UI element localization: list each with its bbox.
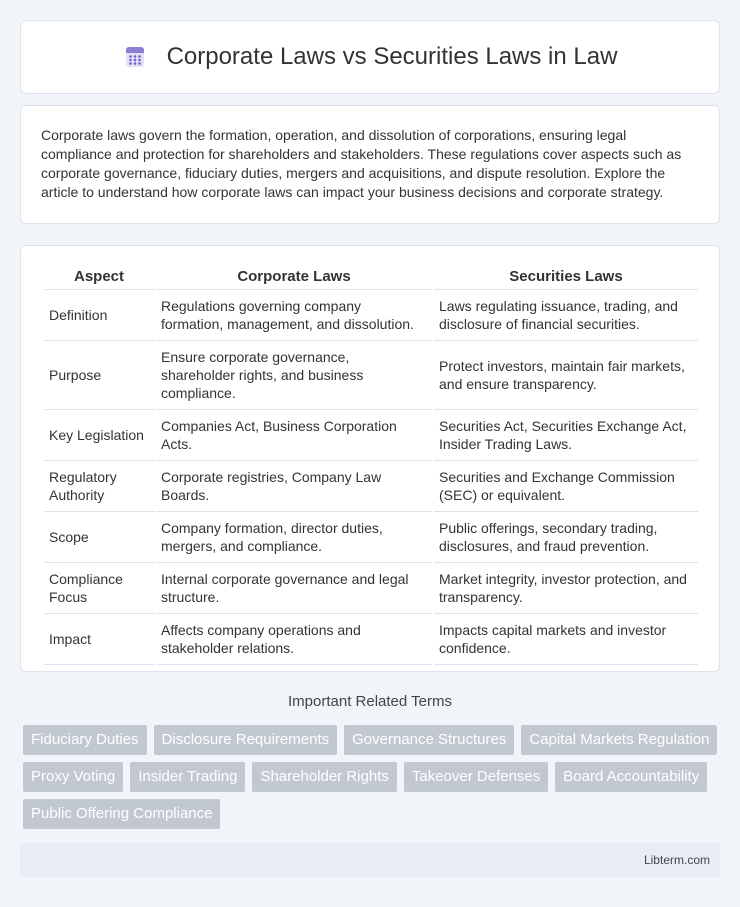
term-tag[interactable]: Fiduciary Duties <box>23 725 147 755</box>
term-tag[interactable]: Disclosure Requirements <box>154 725 338 755</box>
table-cell-corporate: Affects company operations and stakeholder relations. <box>156 614 432 665</box>
table-cell-aspect: Scope <box>44 512 154 563</box>
term-tag[interactable]: Capital Markets Regulation <box>521 725 717 755</box>
comparison-table <box>42 266 700 665</box>
table-cell-aspect: Definition <box>44 290 154 341</box>
table-cell-aspect: Regulatory Authority <box>44 461 154 512</box>
intro-card <box>20 105 720 224</box>
footer-brand-link[interactable]: Libterm.com <box>643 853 710 867</box>
table-cell-aspect: Key Legislation <box>44 410 154 461</box>
column-header-securities-laws: Securities Laws <box>434 266 698 290</box>
table-cell-securities: Public offerings, secondary trading, disclosures, and fraud prevention. <box>434 512 698 563</box>
column-header-aspect: Aspect <box>44 266 154 290</box>
table-row <box>44 563 698 614</box>
table-row <box>44 410 698 461</box>
term-tag[interactable]: Insider Trading <box>130 762 245 792</box>
table-row <box>44 290 698 341</box>
table-row <box>44 461 698 512</box>
table-cell-corporate: Internal corporate governance and legal structure. <box>156 563 432 614</box>
table-row <box>44 614 698 665</box>
column-header-corporate-laws: Corporate Laws <box>156 266 432 290</box>
table-cell-aspect: Impact <box>44 614 154 665</box>
table-row <box>44 341 698 410</box>
table-cell-corporate: Ensure corporate governance, shareholder rights, and business compliance. <box>156 341 432 410</box>
table-cell-securities: Securities and Exchange Commission (SEC) or equivalent. <box>434 461 698 512</box>
table-cell-securities: Impacts capital markets and investor confidence. <box>434 614 698 665</box>
table-cell-corporate: Regulations governing company formation, management, and dissolution. <box>156 290 432 341</box>
table-cell-securities: Securities Act, Securities Exchange Act, Insider Trading Laws. <box>434 410 698 461</box>
table-header-row <box>44 266 698 290</box>
term-tag[interactable]: Board Accountability <box>555 762 707 792</box>
table-cell-securities: Laws regulating issuance, trading, and disclosure of financial securities. <box>434 290 698 341</box>
term-tag[interactable]: Public Offering Compliance <box>23 799 220 829</box>
header-card <box>20 20 720 94</box>
term-tag[interactable]: Takeover Defenses <box>404 762 548 792</box>
table-cell-securities: Market integrity, investor protection, and transparency. <box>434 563 698 614</box>
table-cell-corporate: Corporate registries, Company Law Boards. <box>156 461 432 512</box>
related-terms-list <box>23 725 723 829</box>
table-cell-corporate: Companies Act, Business Corporation Acts. <box>156 410 432 461</box>
table-cell-aspect: Compliance Focus <box>44 563 154 614</box>
table-row <box>44 512 698 563</box>
term-tag[interactable]: Shareholder Rights <box>252 762 396 792</box>
calculator-grid-icon <box>123 45 147 69</box>
page-title: Corporate Laws vs Securities Laws in Law <box>166 43 618 70</box>
intro-text: Corporate laws govern the formation, operation, and dissolution of corporations, ensuring legal compliance and protection for shareholders and stakeholders. These regulations cover aspects such as corporate governance, fiduciary duties, mergers and acquisitions, and dispute resolution. Explore the article to understand how corporate laws can impact your business decisions and corporate strategy. <box>41 127 682 200</box>
footer <box>20 843 720 877</box>
table-cell-corporate: Company formation, director duties, mergers, and compliance. <box>156 512 432 563</box>
related-terms-title: Important Related Terms <box>288 693 452 710</box>
term-tag[interactable]: Governance Structures <box>344 725 514 755</box>
table-cell-securities: Protect investors, maintain fair markets, and ensure transparency. <box>434 341 698 410</box>
term-tag[interactable]: Proxy Voting <box>23 762 123 792</box>
comparison-table-card <box>20 245 720 672</box>
table-cell-aspect: Purpose <box>44 341 154 410</box>
